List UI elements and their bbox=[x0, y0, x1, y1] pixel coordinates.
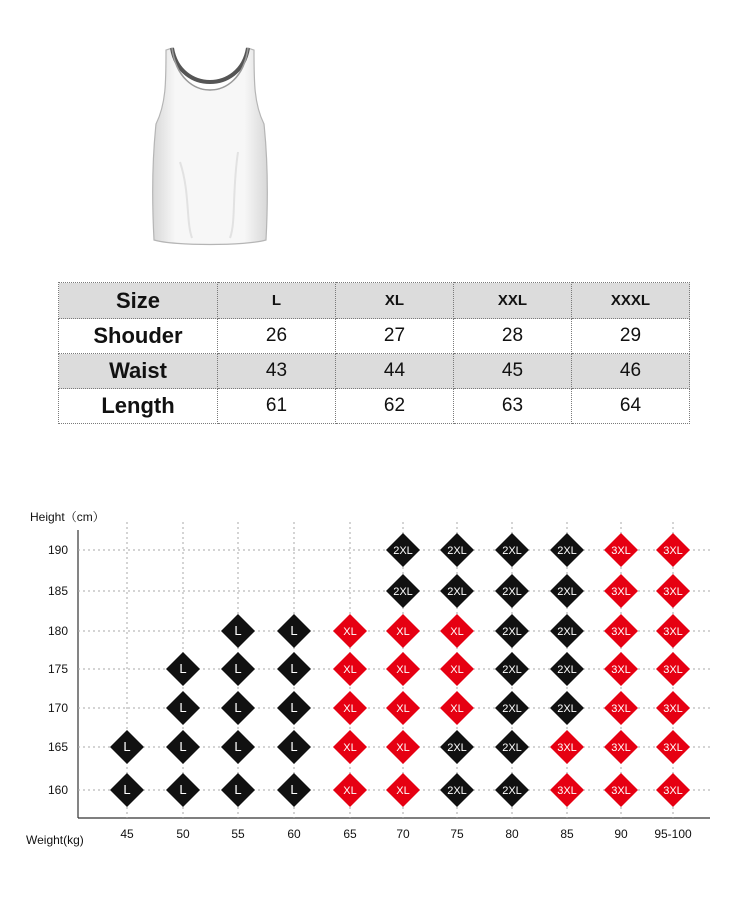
size-marker-label: 3XL bbox=[663, 586, 683, 598]
size-marker-label: 3XL bbox=[663, 785, 683, 797]
x-tick-label: 75 bbox=[450, 827, 464, 841]
y-tick-label: 190 bbox=[47, 543, 68, 557]
size-marker-label: 2XL bbox=[447, 545, 467, 557]
size-marker-label: 2XL bbox=[447, 785, 467, 797]
size-marker-label: L bbox=[123, 739, 131, 754]
x-tick-label: 90 bbox=[614, 827, 628, 841]
size-marker-label: 2XL bbox=[447, 586, 467, 598]
size-marker-label: 3XL bbox=[611, 742, 631, 754]
size-marker-label: 2XL bbox=[557, 703, 577, 715]
table-cell: 64 bbox=[572, 389, 690, 424]
size-marker-label: 2XL bbox=[502, 785, 522, 797]
size-marker-label: XL bbox=[343, 664, 357, 676]
x-tick-label: 55 bbox=[231, 827, 245, 841]
size-marker-label: 3XL bbox=[611, 586, 631, 598]
size-marker-label: 2XL bbox=[502, 545, 522, 557]
size-marker-label: L bbox=[290, 661, 298, 676]
size-marker-label: 3XL bbox=[663, 742, 683, 754]
size-marker-label: 3XL bbox=[663, 626, 683, 638]
size-marker-label: 2XL bbox=[502, 626, 522, 638]
table-cell: 27 bbox=[336, 319, 454, 354]
size-marker-label: 2XL bbox=[557, 626, 577, 638]
size-marker-label: L bbox=[290, 739, 298, 754]
size-marker-label: L bbox=[290, 782, 298, 797]
x-tick-label: 60 bbox=[287, 827, 301, 841]
size-row-length bbox=[59, 389, 690, 424]
row-label: Waist bbox=[59, 354, 218, 389]
x-tick-label: 65 bbox=[343, 827, 357, 841]
size-marker-label: XL bbox=[396, 626, 410, 638]
table-cell: 29 bbox=[572, 319, 690, 354]
table-cell: 43 bbox=[218, 354, 336, 389]
size-marker-label: L bbox=[290, 623, 298, 638]
size-marker-label: L bbox=[234, 739, 242, 754]
size-marker-label: L bbox=[179, 700, 187, 715]
y-tick-label: 175 bbox=[47, 662, 68, 676]
size-marker-label: XL bbox=[396, 742, 410, 754]
size-table bbox=[58, 282, 690, 424]
size-marker-label: 3XL bbox=[611, 703, 631, 715]
x-tick-label: 85 bbox=[560, 827, 574, 841]
x-tick-label: 95-100 bbox=[654, 827, 692, 841]
x-tick-label: 80 bbox=[505, 827, 519, 841]
x-axis-title: Weight(kg) bbox=[26, 833, 84, 847]
size-marker-label: L bbox=[234, 700, 242, 715]
table-cell: 63 bbox=[454, 389, 572, 424]
size-marker-label: 2XL bbox=[557, 545, 577, 557]
size-row-waist bbox=[59, 354, 690, 389]
size-marker-label: 3XL bbox=[611, 785, 631, 797]
size-marker-label: XL bbox=[343, 703, 357, 715]
size-marker-label: L bbox=[179, 661, 187, 676]
table-cell: 45 bbox=[454, 354, 572, 389]
y-axis-title: Height（cm） bbox=[30, 510, 105, 524]
table-cell: 61 bbox=[218, 389, 336, 424]
size-marker-label: L bbox=[123, 782, 131, 797]
size-marker-label: L bbox=[179, 739, 187, 754]
size-marker-label: 3XL bbox=[611, 664, 631, 676]
size-marker-label: XL bbox=[343, 626, 357, 638]
size-row-shoulder bbox=[59, 319, 690, 354]
size-marker-label: L bbox=[290, 700, 298, 715]
y-tick-label: 185 bbox=[47, 584, 68, 598]
y-tick-label: 160 bbox=[47, 783, 68, 797]
table-cell: 46 bbox=[572, 354, 690, 389]
size-marker-label: XL bbox=[343, 742, 357, 754]
row-label: Shouder bbox=[59, 319, 218, 354]
size-header-row bbox=[59, 283, 690, 319]
size-marker-label: 2XL bbox=[393, 545, 413, 557]
size-header-cell: L bbox=[218, 283, 336, 319]
size-marker-label: 2XL bbox=[502, 703, 522, 715]
size-marker-label: XL bbox=[343, 785, 357, 797]
size-marker-label: XL bbox=[450, 703, 464, 715]
tank-top-illustration bbox=[150, 42, 270, 248]
size-marker-label: 3XL bbox=[611, 626, 631, 638]
size-header-label: Size bbox=[59, 283, 218, 319]
size-marker-label: L bbox=[179, 782, 187, 797]
size-marker-label: 3XL bbox=[557, 742, 577, 754]
size-marker-label: 2XL bbox=[447, 742, 467, 754]
size-header-cell: XXL bbox=[454, 283, 572, 319]
table-cell: 28 bbox=[454, 319, 572, 354]
size-marker-label: 2XL bbox=[502, 742, 522, 754]
size-marker-label: L bbox=[234, 782, 242, 797]
size-marker-label: 3XL bbox=[557, 785, 577, 797]
size-marker-label: 3XL bbox=[611, 545, 631, 557]
y-tick-label: 165 bbox=[47, 740, 68, 754]
size-marker-label: 3XL bbox=[663, 545, 683, 557]
size-header-cell: XXXL bbox=[572, 283, 690, 319]
size-marker-label: L bbox=[234, 623, 242, 638]
size-header-cell: XL bbox=[336, 283, 454, 319]
row-label: Length bbox=[59, 389, 218, 424]
table-cell: 62 bbox=[336, 389, 454, 424]
x-tick-label: 45 bbox=[120, 827, 134, 841]
size-marker-label: 3XL bbox=[663, 703, 683, 715]
size-marker-label: XL bbox=[450, 626, 464, 638]
y-tick-label: 170 bbox=[47, 701, 68, 715]
x-tick-label: 70 bbox=[396, 827, 410, 841]
size-marker-label: XL bbox=[396, 785, 410, 797]
y-tick-label: 180 bbox=[47, 624, 68, 638]
size-marker-label: 2XL bbox=[502, 586, 522, 598]
size-marker-label: 2XL bbox=[557, 664, 577, 676]
size-marker-label: 2XL bbox=[557, 586, 577, 598]
size-marker-label: 2XL bbox=[393, 586, 413, 598]
size-marker-label: XL bbox=[450, 664, 464, 676]
table-cell: 26 bbox=[218, 319, 336, 354]
table-cell: 44 bbox=[336, 354, 454, 389]
x-tick-label: 50 bbox=[176, 827, 190, 841]
size-marker-label: 3XL bbox=[663, 664, 683, 676]
size-marker-label: XL bbox=[396, 703, 410, 715]
size-marker-label: 2XL bbox=[502, 664, 522, 676]
size-marker-label: XL bbox=[396, 664, 410, 676]
height-weight-size-chart bbox=[0, 500, 750, 860]
size-marker-label: L bbox=[234, 661, 242, 676]
